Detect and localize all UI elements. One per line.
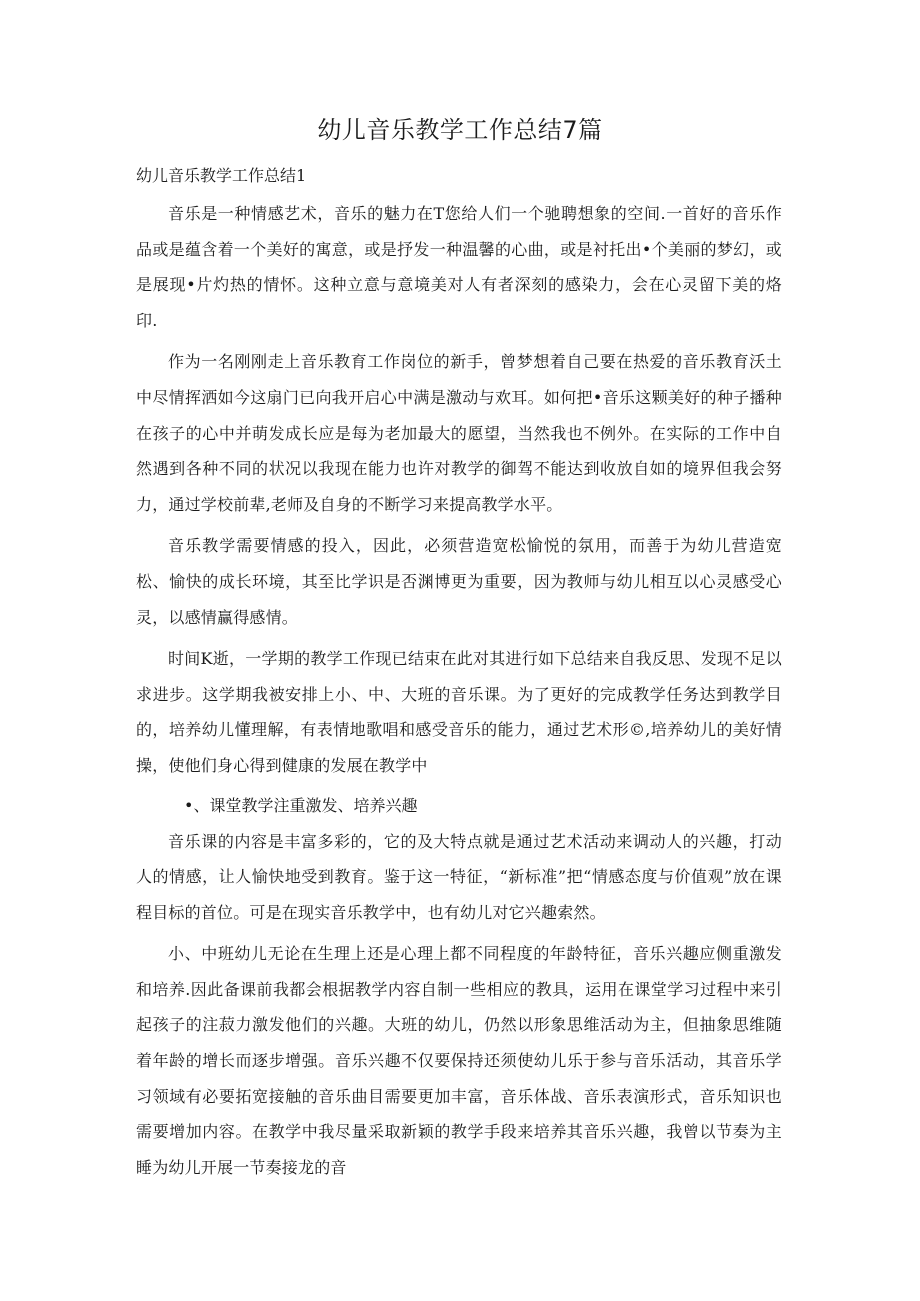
document-title: 幼儿音乐教学工作总结7篇 (317, 116, 603, 144)
paragraph: 音乐课的内容是丰富多彩的，它的及大特点就是通过艺术活动来调动人的兴趣，打动人的情感，让人愉快地受到教育。鉴于这一特征，“新标准”把“情感态度与价值观”放在课程目标的首位。可是在现实音乐教学中，也有幼儿对它兴趣索然。 (136, 831, 782, 922)
section-heading: •、课堂教学注重激发、培养兴趣 (184, 795, 418, 815)
document-body (136, 160, 782, 1191)
paragraph: 小、中班幼儿无论在生理上还是心理上都不同程度的年龄特征，音乐兴趣应侧重激发和培养.因此备课前我都会根据教学内容自制一些相应的教具，运用在课堂学习过程中来引起孩子的注菽力激发他们的兴趣。大班的幼儿，仍然以形象思维活动为主，但抽象思维随着年龄的增长而逐步增强。音乐兴趣不仅要保持还须使幼儿乐于参与音乐活动，其音乐学习领域有必要拓宽接触的音乐曲目需要更加丰富，音乐体战、音乐表演形式，音乐知识也需要增加内容。在教学中我尽量采取新颖的教学手段来培养其音乐兴趣，我曾以节奏为主睡为幼儿开展一节奏接龙的音 (136, 944, 782, 1177)
paragraph: 音乐教学需要情感的投入，因此，必须营造宽松愉悦的氛用，而善于为幼儿营造宽松、愉快的成长环境，其至比学识是否渊博更为重要，因为教师与幼儿相互以心灵感受心灵，以感情赢得感情。 (136, 536, 782, 627)
section-subtitle: 幼儿音乐教学工作总结1 (136, 166, 307, 185)
paragraph: 时间K逝，一学期的教学工作现已结束在此对其进行如下总结来自我反思、发现不足以求进步。这学期我被安排上小、中、大班的音乐课。为了更好的完成教学任务达到教学目的，培养幼儿懂理解，有表情地歌唱和感受音乐的能力，通过艺术形©,培养幼儿的美好情操，使他们身心得到健康的发展在教学中 (136, 649, 782, 775)
paragraph: 作为一名刚刚走上音乐教育工作岗位的新手，曾梦想着自己要在热爱的音乐教育沃土中尽情挥洒如今这扇门已向我开启心中满是激动与欢耳。如何把•音乐这颗美好的种子播种在孩子的心中并萌发成长应是每为老加最大的愿望，当然我也不例外。在实际的工作中自然遇到各种不同的状况以我现在能力也许对教学的御驾不能达到收放自如的境界但我会努力，通过学校前辈,老师及自身的不断学习来提高教学水平。 (136, 352, 782, 514)
paragraph: 音乐是一种情感艺术，音乐的魅力在T您给人们一个驰聘想象的空间.一首好的音乐作品或是蕴含着一个美好的寓意，或是抒发一种温馨的心曲，或是衬托出•个美丽的梦幻，或是展现•片灼热的情怀。这种立意与意境美对人有者深刻的感染力，会在心灵留下美的烙印. (136, 204, 782, 330)
